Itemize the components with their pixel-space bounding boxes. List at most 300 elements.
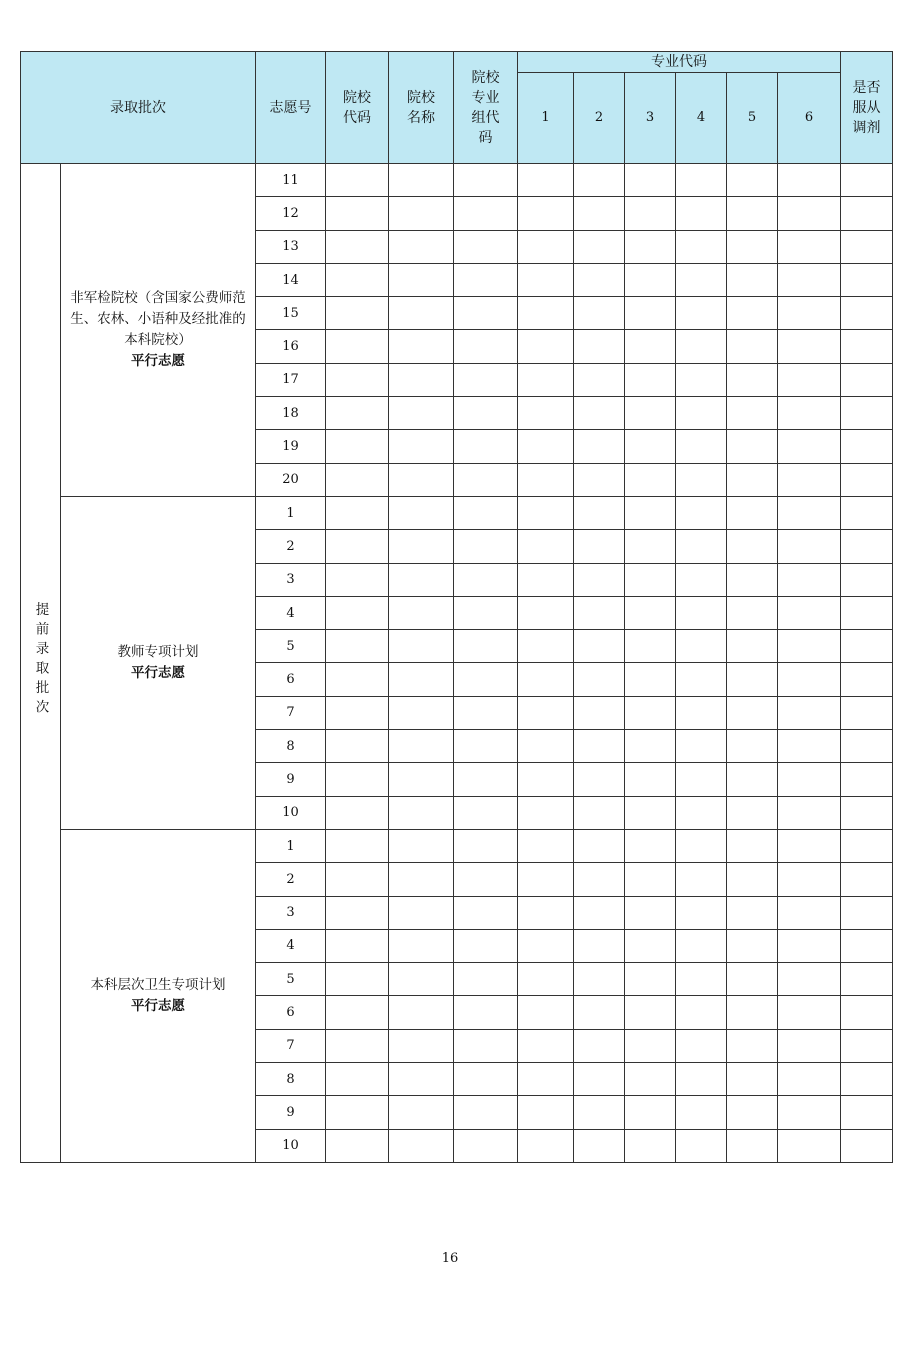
entry-cell[interactable]	[778, 1029, 841, 1062]
entry-cell[interactable]	[389, 1063, 454, 1096]
entry-cell[interactable]	[574, 863, 625, 896]
entry-cell[interactable]	[389, 263, 454, 296]
entry-cell[interactable]	[778, 663, 841, 696]
entry-cell[interactable]	[574, 763, 625, 796]
entry-cell[interactable]	[518, 1063, 574, 1096]
entry-cell[interactable]	[518, 996, 574, 1029]
entry-cell[interactable]	[778, 929, 841, 962]
entry-cell[interactable]	[727, 463, 778, 496]
entry-cell[interactable]	[625, 164, 676, 197]
entry-cell[interactable]	[454, 430, 518, 463]
entry-cell[interactable]	[326, 1129, 389, 1162]
entry-cell[interactable]	[625, 330, 676, 363]
entry-cell[interactable]	[389, 796, 454, 829]
entry-cell[interactable]	[389, 896, 454, 929]
entry-cell[interactable]	[841, 829, 893, 862]
entry-cell[interactable]	[518, 663, 574, 696]
entry-cell[interactable]	[326, 663, 389, 696]
entry-cell[interactable]	[574, 230, 625, 263]
entry-cell[interactable]	[676, 197, 727, 230]
entry-cell[interactable]	[676, 530, 727, 563]
entry-cell[interactable]	[574, 1096, 625, 1129]
entry-cell[interactable]	[574, 796, 625, 829]
entry-cell[interactable]	[625, 1129, 676, 1162]
entry-cell[interactable]	[454, 696, 518, 729]
entry-cell[interactable]	[676, 963, 727, 996]
entry-cell[interactable]	[625, 630, 676, 663]
entry-cell[interactable]	[676, 297, 727, 330]
entry-cell[interactable]	[841, 197, 893, 230]
entry-cell[interactable]	[727, 496, 778, 529]
entry-cell[interactable]	[727, 164, 778, 197]
entry-cell[interactable]	[676, 596, 727, 629]
entry-cell[interactable]	[518, 696, 574, 729]
entry-cell[interactable]	[326, 530, 389, 563]
entry-cell[interactable]	[326, 963, 389, 996]
entry-cell[interactable]	[574, 996, 625, 1029]
entry-cell[interactable]	[518, 596, 574, 629]
entry-cell[interactable]	[326, 263, 389, 296]
entry-cell[interactable]	[326, 763, 389, 796]
entry-cell[interactable]	[389, 630, 454, 663]
entry-cell[interactable]	[454, 596, 518, 629]
entry-cell[interactable]	[326, 596, 389, 629]
entry-cell[interactable]	[727, 763, 778, 796]
entry-cell[interactable]	[841, 1129, 893, 1162]
entry-cell[interactable]	[841, 463, 893, 496]
entry-cell[interactable]	[574, 496, 625, 529]
entry-cell[interactable]	[454, 197, 518, 230]
entry-cell[interactable]	[518, 197, 574, 230]
entry-cell[interactable]	[727, 663, 778, 696]
entry-cell[interactable]	[454, 663, 518, 696]
entry-cell[interactable]	[454, 796, 518, 829]
entry-cell[interactable]	[625, 563, 676, 596]
entry-cell[interactable]	[574, 963, 625, 996]
entry-cell[interactable]	[625, 230, 676, 263]
entry-cell[interactable]	[518, 730, 574, 763]
entry-cell[interactable]	[574, 397, 625, 430]
entry-cell[interactable]	[727, 1129, 778, 1162]
entry-cell[interactable]	[326, 896, 389, 929]
entry-cell[interactable]	[326, 330, 389, 363]
entry-cell[interactable]	[676, 663, 727, 696]
entry-cell[interactable]	[841, 1029, 893, 1062]
entry-cell[interactable]	[389, 463, 454, 496]
entry-cell[interactable]	[574, 330, 625, 363]
entry-cell[interactable]	[625, 696, 676, 729]
entry-cell[interactable]	[625, 996, 676, 1029]
entry-cell[interactable]	[518, 330, 574, 363]
entry-cell[interactable]	[727, 963, 778, 996]
entry-cell[interactable]	[574, 596, 625, 629]
entry-cell[interactable]	[389, 663, 454, 696]
entry-cell[interactable]	[389, 763, 454, 796]
entry-cell[interactable]	[727, 563, 778, 596]
entry-cell[interactable]	[454, 863, 518, 896]
entry-cell[interactable]	[625, 829, 676, 862]
entry-cell[interactable]	[778, 896, 841, 929]
entry-cell[interactable]	[574, 430, 625, 463]
entry-cell[interactable]	[676, 230, 727, 263]
entry-cell[interactable]	[676, 263, 727, 296]
entry-cell[interactable]	[778, 563, 841, 596]
entry-cell[interactable]	[574, 1129, 625, 1162]
entry-cell[interactable]	[518, 1029, 574, 1062]
entry-cell[interactable]	[454, 330, 518, 363]
entry-cell[interactable]	[727, 197, 778, 230]
entry-cell[interactable]	[841, 763, 893, 796]
entry-cell[interactable]	[676, 929, 727, 962]
entry-cell[interactable]	[778, 496, 841, 529]
entry-cell[interactable]	[676, 863, 727, 896]
entry-cell[interactable]	[625, 1063, 676, 1096]
entry-cell[interactable]	[778, 430, 841, 463]
entry-cell[interactable]	[841, 530, 893, 563]
entry-cell[interactable]	[518, 896, 574, 929]
entry-cell[interactable]	[676, 730, 727, 763]
entry-cell[interactable]	[625, 263, 676, 296]
entry-cell[interactable]	[727, 363, 778, 396]
entry-cell[interactable]	[625, 863, 676, 896]
entry-cell[interactable]	[778, 630, 841, 663]
entry-cell[interactable]	[518, 863, 574, 896]
entry-cell[interactable]	[454, 363, 518, 396]
entry-cell[interactable]	[389, 563, 454, 596]
entry-cell[interactable]	[727, 1029, 778, 1062]
entry-cell[interactable]	[727, 929, 778, 962]
entry-cell[interactable]	[326, 730, 389, 763]
entry-cell[interactable]	[326, 696, 389, 729]
entry-cell[interactable]	[778, 230, 841, 263]
entry-cell[interactable]	[326, 829, 389, 862]
entry-cell[interactable]	[454, 1096, 518, 1129]
entry-cell[interactable]	[389, 696, 454, 729]
entry-cell[interactable]	[676, 1029, 727, 1062]
entry-cell[interactable]	[625, 730, 676, 763]
entry-cell[interactable]	[518, 463, 574, 496]
entry-cell[interactable]	[574, 197, 625, 230]
entry-cell[interactable]	[778, 1063, 841, 1096]
entry-cell[interactable]	[727, 829, 778, 862]
entry-cell[interactable]	[518, 230, 574, 263]
entry-cell[interactable]	[727, 530, 778, 563]
entry-cell[interactable]	[841, 996, 893, 1029]
entry-cell[interactable]	[727, 297, 778, 330]
entry-cell[interactable]	[727, 263, 778, 296]
entry-cell[interactable]	[518, 563, 574, 596]
entry-cell[interactable]	[389, 996, 454, 1029]
entry-cell[interactable]	[454, 1063, 518, 1096]
entry-cell[interactable]	[326, 197, 389, 230]
entry-cell[interactable]	[727, 330, 778, 363]
entry-cell[interactable]	[518, 263, 574, 296]
entry-cell[interactable]	[727, 863, 778, 896]
entry-cell[interactable]	[676, 363, 727, 396]
entry-cell[interactable]	[326, 496, 389, 529]
entry-cell[interactable]	[389, 1096, 454, 1129]
entry-cell[interactable]	[778, 463, 841, 496]
entry-cell[interactable]	[676, 896, 727, 929]
entry-cell[interactable]	[727, 730, 778, 763]
entry-cell[interactable]	[841, 663, 893, 696]
entry-cell[interactable]	[326, 796, 389, 829]
entry-cell[interactable]	[574, 1029, 625, 1062]
entry-cell[interactable]	[625, 397, 676, 430]
entry-cell[interactable]	[625, 1029, 676, 1062]
entry-cell[interactable]	[389, 496, 454, 529]
entry-cell[interactable]	[841, 563, 893, 596]
entry-cell[interactable]	[778, 1129, 841, 1162]
entry-cell[interactable]	[625, 496, 676, 529]
entry-cell[interactable]	[518, 363, 574, 396]
entry-cell[interactable]	[841, 596, 893, 629]
entry-cell[interactable]	[454, 829, 518, 862]
entry-cell[interactable]	[778, 730, 841, 763]
entry-cell[interactable]	[326, 164, 389, 197]
entry-cell[interactable]	[389, 430, 454, 463]
entry-cell[interactable]	[625, 363, 676, 396]
entry-cell[interactable]	[841, 630, 893, 663]
entry-cell[interactable]	[326, 929, 389, 962]
entry-cell[interactable]	[778, 330, 841, 363]
entry-cell[interactable]	[625, 1096, 676, 1129]
entry-cell[interactable]	[778, 863, 841, 896]
entry-cell[interactable]	[454, 1129, 518, 1162]
entry-cell[interactable]	[778, 963, 841, 996]
entry-cell[interactable]	[389, 963, 454, 996]
entry-cell[interactable]	[574, 929, 625, 962]
entry-cell[interactable]	[326, 463, 389, 496]
entry-cell[interactable]	[518, 763, 574, 796]
entry-cell[interactable]	[841, 1096, 893, 1129]
entry-cell[interactable]	[625, 596, 676, 629]
entry-cell[interactable]	[727, 1096, 778, 1129]
entry-cell[interactable]	[676, 430, 727, 463]
entry-cell[interactable]	[454, 496, 518, 529]
entry-cell[interactable]	[727, 1063, 778, 1096]
entry-cell[interactable]	[574, 1063, 625, 1096]
entry-cell[interactable]	[841, 730, 893, 763]
entry-cell[interactable]	[326, 863, 389, 896]
entry-cell[interactable]	[625, 197, 676, 230]
entry-cell[interactable]	[518, 164, 574, 197]
entry-cell[interactable]	[676, 463, 727, 496]
entry-cell[interactable]	[454, 230, 518, 263]
entry-cell[interactable]	[574, 363, 625, 396]
entry-cell[interactable]	[454, 963, 518, 996]
entry-cell[interactable]	[727, 630, 778, 663]
entry-cell[interactable]	[454, 1029, 518, 1062]
entry-cell[interactable]	[454, 164, 518, 197]
entry-cell[interactable]	[518, 430, 574, 463]
entry-cell[interactable]	[326, 563, 389, 596]
entry-cell[interactable]	[574, 696, 625, 729]
entry-cell[interactable]	[625, 463, 676, 496]
entry-cell[interactable]	[841, 263, 893, 296]
entry-cell[interactable]	[778, 530, 841, 563]
entry-cell[interactable]	[841, 896, 893, 929]
entry-cell[interactable]	[727, 796, 778, 829]
entry-cell[interactable]	[727, 230, 778, 263]
entry-cell[interactable]	[676, 796, 727, 829]
entry-cell[interactable]	[518, 963, 574, 996]
entry-cell[interactable]	[454, 463, 518, 496]
entry-cell[interactable]	[326, 397, 389, 430]
entry-cell[interactable]	[625, 796, 676, 829]
entry-cell[interactable]	[778, 596, 841, 629]
entry-cell[interactable]	[518, 496, 574, 529]
entry-cell[interactable]	[841, 696, 893, 729]
entry-cell[interactable]	[841, 863, 893, 896]
entry-cell[interactable]	[778, 1096, 841, 1129]
entry-cell[interactable]	[676, 563, 727, 596]
entry-cell[interactable]	[727, 696, 778, 729]
entry-cell[interactable]	[454, 263, 518, 296]
entry-cell[interactable]	[389, 596, 454, 629]
entry-cell[interactable]	[574, 263, 625, 296]
entry-cell[interactable]	[518, 630, 574, 663]
entry-cell[interactable]	[676, 330, 727, 363]
entry-cell[interactable]	[841, 330, 893, 363]
entry-cell[interactable]	[574, 164, 625, 197]
entry-cell[interactable]	[841, 397, 893, 430]
entry-cell[interactable]	[778, 164, 841, 197]
entry-cell[interactable]	[625, 663, 676, 696]
entry-cell[interactable]	[727, 896, 778, 929]
entry-cell[interactable]	[625, 763, 676, 796]
entry-cell[interactable]	[778, 297, 841, 330]
entry-cell[interactable]	[454, 530, 518, 563]
entry-cell[interactable]	[454, 996, 518, 1029]
entry-cell[interactable]	[574, 663, 625, 696]
entry-cell[interactable]	[625, 896, 676, 929]
entry-cell[interactable]	[389, 397, 454, 430]
entry-cell[interactable]	[389, 230, 454, 263]
entry-cell[interactable]	[574, 630, 625, 663]
entry-cell[interactable]	[454, 730, 518, 763]
entry-cell[interactable]	[518, 1129, 574, 1162]
entry-cell[interactable]	[841, 363, 893, 396]
entry-cell[interactable]	[454, 397, 518, 430]
entry-cell[interactable]	[518, 297, 574, 330]
entry-cell[interactable]	[454, 763, 518, 796]
entry-cell[interactable]	[574, 829, 625, 862]
entry-cell[interactable]	[389, 1129, 454, 1162]
entry-cell[interactable]	[841, 230, 893, 263]
entry-cell[interactable]	[778, 996, 841, 1029]
entry-cell[interactable]	[676, 1063, 727, 1096]
entry-cell[interactable]	[676, 496, 727, 529]
entry-cell[interactable]	[676, 763, 727, 796]
entry-cell[interactable]	[389, 330, 454, 363]
entry-cell[interactable]	[727, 430, 778, 463]
entry-cell[interactable]	[778, 763, 841, 796]
entry-cell[interactable]	[454, 630, 518, 663]
entry-cell[interactable]	[518, 929, 574, 962]
entry-cell[interactable]	[841, 430, 893, 463]
entry-cell[interactable]	[389, 297, 454, 330]
entry-cell[interactable]	[676, 696, 727, 729]
entry-cell[interactable]	[389, 730, 454, 763]
entry-cell[interactable]	[625, 963, 676, 996]
entry-cell[interactable]	[518, 796, 574, 829]
entry-cell[interactable]	[389, 829, 454, 862]
entry-cell[interactable]	[676, 996, 727, 1029]
entry-cell[interactable]	[454, 929, 518, 962]
entry-cell[interactable]	[326, 230, 389, 263]
entry-cell[interactable]	[625, 929, 676, 962]
entry-cell[interactable]	[676, 1129, 727, 1162]
entry-cell[interactable]	[326, 1096, 389, 1129]
entry-cell[interactable]	[326, 996, 389, 1029]
entry-cell[interactable]	[574, 730, 625, 763]
entry-cell[interactable]	[454, 563, 518, 596]
entry-cell[interactable]	[676, 164, 727, 197]
entry-cell[interactable]	[518, 1096, 574, 1129]
entry-cell[interactable]	[841, 164, 893, 197]
entry-cell[interactable]	[389, 929, 454, 962]
entry-cell[interactable]	[326, 363, 389, 396]
entry-cell[interactable]	[389, 164, 454, 197]
entry-cell[interactable]	[574, 563, 625, 596]
entry-cell[interactable]	[454, 297, 518, 330]
entry-cell[interactable]	[326, 1029, 389, 1062]
entry-cell[interactable]	[326, 1063, 389, 1096]
entry-cell[interactable]	[574, 463, 625, 496]
entry-cell[interactable]	[778, 696, 841, 729]
entry-cell[interactable]	[841, 796, 893, 829]
entry-cell[interactable]	[778, 829, 841, 862]
entry-cell[interactable]	[841, 1063, 893, 1096]
entry-cell[interactable]	[625, 530, 676, 563]
entry-cell[interactable]	[841, 929, 893, 962]
entry-cell[interactable]	[518, 829, 574, 862]
entry-cell[interactable]	[574, 530, 625, 563]
entry-cell[interactable]	[518, 530, 574, 563]
entry-cell[interactable]	[676, 630, 727, 663]
entry-cell[interactable]	[676, 829, 727, 862]
entry-cell[interactable]	[727, 397, 778, 430]
entry-cell[interactable]	[454, 896, 518, 929]
entry-cell[interactable]	[778, 796, 841, 829]
entry-cell[interactable]	[389, 530, 454, 563]
entry-cell[interactable]	[389, 197, 454, 230]
entry-cell[interactable]	[326, 430, 389, 463]
entry-cell[interactable]	[326, 297, 389, 330]
entry-cell[interactable]	[574, 896, 625, 929]
entry-cell[interactable]	[778, 263, 841, 296]
entry-cell[interactable]	[841, 297, 893, 330]
entry-cell[interactable]	[625, 430, 676, 463]
entry-cell[interactable]	[778, 197, 841, 230]
entry-cell[interactable]	[841, 963, 893, 996]
entry-cell[interactable]	[574, 297, 625, 330]
entry-cell[interactable]	[778, 397, 841, 430]
entry-cell[interactable]	[389, 863, 454, 896]
entry-cell[interactable]	[389, 1029, 454, 1062]
entry-cell[interactable]	[676, 1096, 727, 1129]
entry-cell[interactable]	[625, 297, 676, 330]
entry-cell[interactable]	[326, 630, 389, 663]
entry-cell[interactable]	[841, 496, 893, 529]
entry-cell[interactable]	[676, 397, 727, 430]
entry-cell[interactable]	[778, 363, 841, 396]
entry-cell[interactable]	[389, 363, 454, 396]
entry-cell[interactable]	[727, 996, 778, 1029]
entry-cell[interactable]	[727, 596, 778, 629]
entry-cell[interactable]	[518, 397, 574, 430]
